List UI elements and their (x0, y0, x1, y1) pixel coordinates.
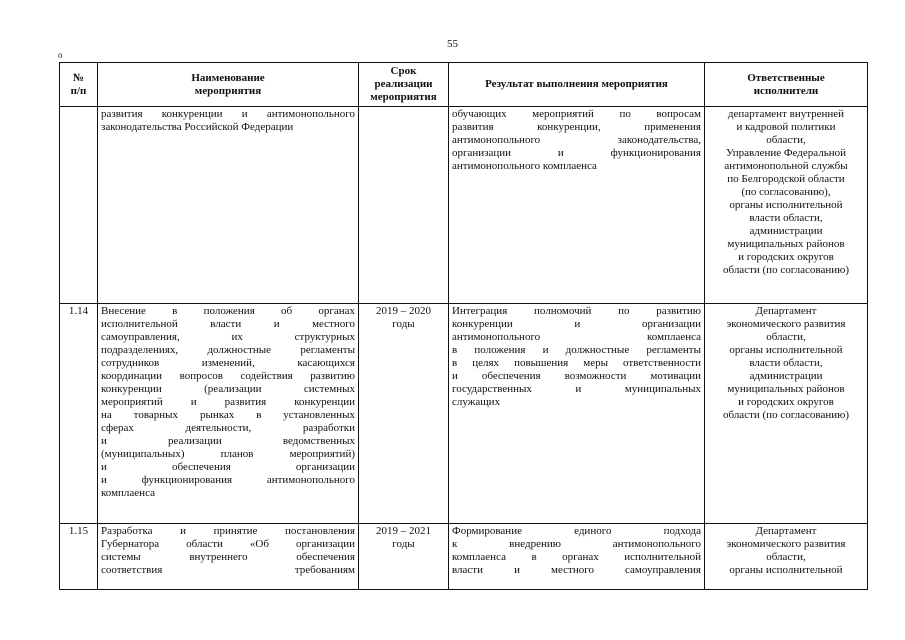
text-line: по Белгородской области (727, 173, 845, 185)
text-line: области (по согласованию) (723, 409, 849, 421)
text-line: муниципальных районов (727, 238, 845, 250)
term-line: годы (392, 538, 415, 550)
table-row (60, 107, 868, 304)
text-line: соответствия требованиям (101, 564, 355, 576)
text-line: развития конкуренции и антимонопольного (101, 108, 355, 120)
text-line: и городских округов (738, 251, 834, 263)
text-line: и обеспечения возможности мотивации (452, 370, 701, 382)
header-responsible (705, 63, 868, 107)
text-line: антимонопольного законодательства, (452, 134, 701, 146)
header-num (60, 63, 98, 107)
measure-result (449, 107, 705, 304)
measure-term (359, 304, 449, 524)
text-line: к внедрению антимонопольного (452, 538, 701, 550)
measure-name (98, 107, 359, 304)
term-line: годы (392, 318, 415, 330)
text-line: законодательства Российской Федерации (101, 121, 294, 133)
text-line: комплаенса (101, 487, 155, 499)
text-line: самоуправления, их структурных (101, 331, 355, 343)
text-line: и обеспечения организации (101, 461, 355, 473)
text-line: служащих (452, 396, 501, 408)
text-line: подразделениях, должностные регламенты (101, 344, 355, 356)
text-line: сферах деятельности, разработки (101, 422, 355, 434)
row-number (60, 107, 98, 304)
header-name (98, 63, 359, 107)
header-term-line: мероприятия (370, 91, 437, 103)
text-line: Разработка и принятие постановления (101, 525, 355, 537)
text-line: организации и функционирования (452, 147, 701, 159)
text-line: органы исполнительной (729, 344, 843, 356)
row-number: 1.15 (60, 524, 98, 590)
text-line: комплаенса в органах исполнительной (452, 551, 701, 563)
header-num-line: п/п (70, 84, 87, 97)
header-term-line: реализации (374, 78, 433, 90)
text-line: мероприятий и развития конкуренции (101, 396, 355, 408)
measure-responsible (705, 524, 868, 590)
measure-term (359, 524, 449, 590)
text-line: обучающих мероприятий по вопросам (452, 108, 701, 120)
text-line: развития конкуренции, применения (452, 121, 701, 133)
text-line: Управление Федеральной (725, 147, 847, 159)
text-line: координации вопросов содействия развитию (101, 370, 355, 382)
text-line: экономического развития (726, 538, 846, 550)
measure-result (449, 524, 705, 590)
header-num-line: № (72, 71, 85, 84)
text-line: власти области, (749, 212, 823, 224)
text-line: системы внутреннего обеспечения (101, 551, 355, 563)
text-line: власти области, (749, 357, 823, 369)
term-line: 2019 – 2021 (376, 525, 431, 537)
measure-term (359, 107, 449, 304)
text-line: области (по согласованию) (723, 264, 849, 276)
header-term-line: Срок (390, 65, 417, 77)
header-term (359, 63, 449, 107)
text-line: сотрудников изменений, касающихся (101, 357, 355, 369)
text-line: области, (766, 551, 806, 563)
text-line: Внесение в положения об органах (101, 305, 355, 317)
table-header-row (60, 63, 868, 107)
text-line: области, (766, 331, 806, 343)
measure-responsible (705, 107, 868, 304)
text-line: Департамент (755, 525, 817, 537)
row-number: 1.14 (60, 304, 98, 524)
text-line: антимонопольной службы (724, 160, 848, 172)
table-row (60, 304, 868, 524)
text-line: в целях повышения меры ответственности (452, 357, 701, 369)
text-line: и городских округов (738, 396, 834, 408)
corner-mark: o (58, 50, 63, 60)
text-line: и реализации ведомственных (101, 435, 355, 447)
text-line: муниципальных районов (727, 383, 845, 395)
text-line: Губернатора области «Об организации (101, 538, 355, 550)
text-line: администрации (749, 370, 823, 382)
header-name-line: мероприятия (194, 84, 262, 97)
header-resp-line: исполнители (753, 84, 819, 97)
text-line: конкуренции и организации (452, 318, 701, 330)
measure-responsible (705, 304, 868, 524)
text-line: экономического развития (726, 318, 846, 330)
text-line: Департамент (755, 305, 817, 317)
text-line: и кадровой политики (736, 121, 836, 133)
text-line: конкуренции (реализации системных (101, 383, 355, 395)
text-line: органы исполнительной (729, 199, 843, 211)
text-line: антимонопольного комплаенса (452, 331, 701, 343)
text-line: Формирование единого подхода (452, 525, 701, 537)
measure-result (449, 304, 705, 524)
text-line: и функционирования антимонопольного (101, 474, 355, 486)
text-line: в положения и должностные регламенты (452, 344, 701, 356)
header-result: Результат выполнения мероприятия (449, 63, 705, 107)
term-line: 2019 – 2020 (376, 305, 431, 317)
text-line: органы исполнительной (729, 564, 843, 576)
measure-name (98, 524, 359, 590)
text-line: администрации (749, 225, 823, 237)
text-line: на товарных рынках в установленных (101, 409, 355, 421)
text-line: департамент внутренней (727, 108, 845, 120)
measure-name (98, 304, 359, 524)
text-line: области, (766, 134, 806, 146)
text-line: исполнительной власти и местного (101, 318, 355, 330)
text-line: (муниципальных) планов мероприятий) (101, 448, 355, 460)
text-line: власти и местного самоуправления (452, 564, 701, 576)
text-line: (по согласованию), (741, 186, 831, 198)
header-name-line: Наименование (191, 71, 265, 84)
page-number: 55 (447, 38, 458, 50)
table-row (60, 524, 868, 590)
header-resp-line: Ответственные (747, 71, 825, 84)
text-line: Интеграция полномочий по развитию (452, 305, 701, 317)
text-line: государственных и муниципальных (452, 383, 701, 395)
text-line: антимонопольного комплаенса (452, 160, 597, 172)
measures-table (59, 62, 868, 590)
